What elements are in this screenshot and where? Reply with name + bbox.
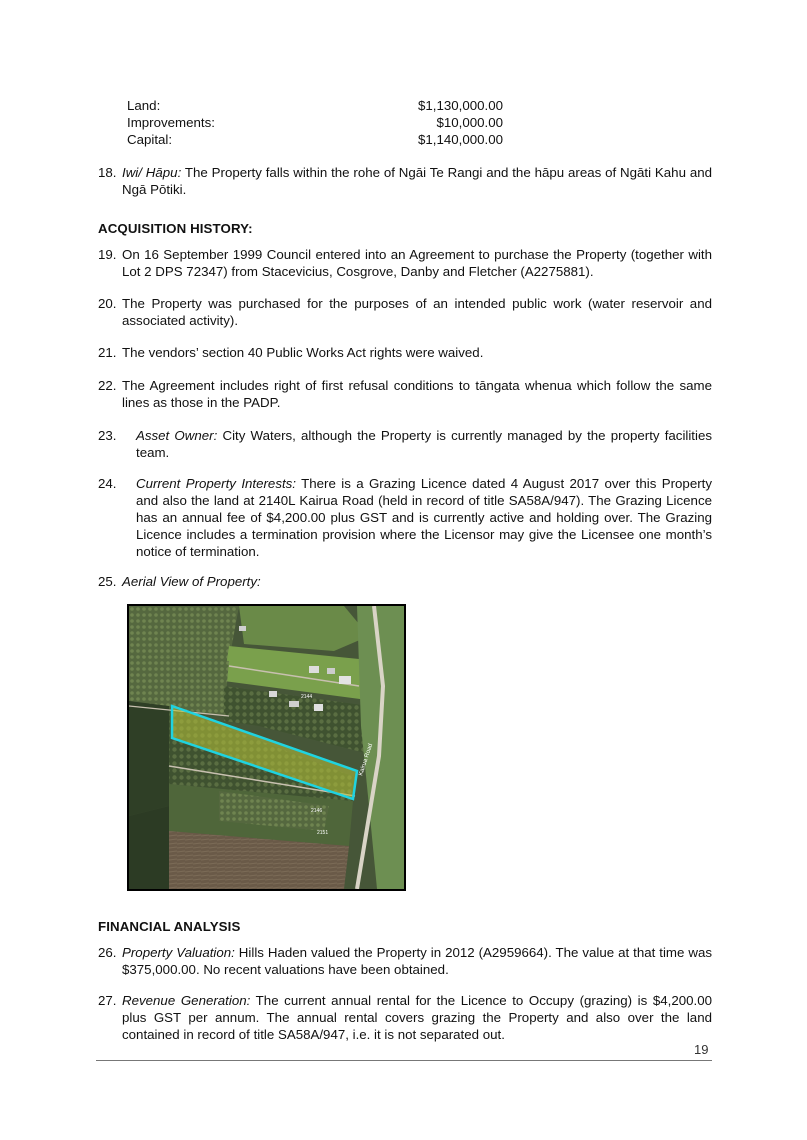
item-25 (98, 573, 712, 590)
item-label: Iwi/ Hāpu: (122, 165, 182, 180)
item-24 (98, 475, 712, 560)
valuation-row-capital (127, 131, 503, 148)
item-text: The Property was purchased for the purposes of an intended public work (water reservoir and associated activity). (122, 296, 712, 328)
valuation-label: Improvements: (127, 115, 215, 130)
item-label: Property Valuation: (122, 945, 235, 960)
road-label: Kairua Road (358, 743, 375, 777)
lot-label: 2151 (317, 830, 329, 836)
item-18 (98, 164, 712, 198)
lot-label: 2146 (311, 808, 323, 814)
valuation-value: $1,130,000.00 (417, 98, 503, 113)
item-number: 20. (98, 296, 117, 311)
item-label: Current Property Interests: (136, 476, 297, 491)
valuation-row-improvements (127, 114, 503, 131)
item-number: 22. (98, 378, 117, 393)
item-number: 27. (98, 993, 117, 1008)
item-text: The vendors’ section 40 Public Works Act rights were waived. (122, 345, 484, 360)
item-number: 23. (98, 428, 117, 443)
heading-acquisition-history: ACQUISITION HISTORY: (98, 221, 253, 236)
item-22 (98, 377, 712, 411)
item-number: 21. (98, 345, 117, 360)
valuation-row-land (127, 97, 503, 114)
item-number: 24. (98, 476, 117, 491)
lot-label: 2144 (301, 694, 313, 700)
item-label: Aerial View of Property: (122, 574, 261, 589)
item-20 (98, 295, 712, 329)
item-label: Revenue Generation: (122, 993, 251, 1008)
item-number: 25. (98, 574, 117, 589)
valuation-value: $10,000.00 (436, 115, 503, 130)
valuation-value: $1,140,000.00 (417, 132, 503, 147)
item-text: City Waters, although the Property is currently managed by the property facilities team. (136, 428, 713, 460)
item-27 (98, 992, 712, 1043)
aerial-map-image (129, 606, 404, 889)
aerial-map (127, 604, 406, 891)
valuation-label: Land: (127, 98, 161, 113)
item-text: The Agreement includes right of first refusal conditions to tāngata whenua which follow the same lines as those in the PADP. (122, 378, 712, 410)
footer-divider (96, 1060, 712, 1061)
valuation-label: Capital: (127, 132, 173, 147)
heading-financial-analysis: FINANCIAL ANALYSIS (98, 919, 241, 934)
item-number: 18. (98, 165, 117, 180)
item-number: 19. (98, 247, 117, 262)
page-number: 19 (694, 1042, 709, 1057)
item-text: The Property falls within the rohe of Ngāi Te Rangi and the hāpu areas of Ngāti Kahu and Ngā Pōtiki. (122, 165, 713, 197)
item-21 (98, 344, 712, 361)
item-number: 26. (98, 945, 117, 960)
item-text: On 16 September 1999 Council entered into an Agreement to purchase the Property (together with Lot 2 DPS 72347) from Stacevicius, Cosgrove, Danby and Fletcher (A2275881). (122, 247, 712, 279)
valuation-table (127, 97, 503, 148)
item-text: There is a Grazing Licence dated 4 August 2017 over this Property and also the land at 2140L Kairua Road (held in record of title SA58A/947). The Grazing Licence has an annual fee of $4,200.00 plus GST and is currently active and holding over. The Grazing Licence includes a termination provision where the Licensor may give the Licensee one month’s notice of termination. (136, 476, 712, 559)
item-label: Asset Owner: (136, 428, 218, 443)
item-23 (98, 427, 712, 461)
item-text: The current annual rental for the Licence to Occupy (grazing) is $4,200.00 plus GST per annum. The annual rental covers grazing the Property and also over the land contained in record of title SA58A/947, i.e. it is not separated out. (122, 993, 712, 1042)
item-text: Hills Haden valued the Property in 2012 (A2959664). The value at that time was $375,000.00. No recent valuations have been obtained. (122, 945, 712, 977)
item-19 (98, 246, 712, 280)
item-26 (98, 944, 712, 978)
